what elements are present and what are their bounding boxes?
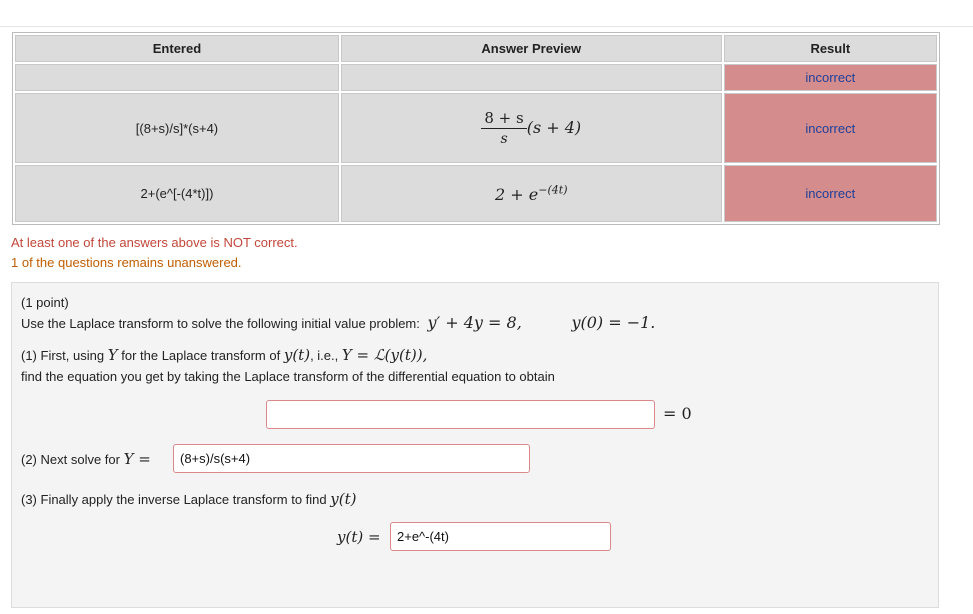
table-header-row (15, 35, 937, 62)
step1-text: (1) First, using (21, 348, 105, 363)
entered-cell (15, 64, 339, 91)
fraction-denominator: s (500, 131, 508, 147)
step1-text-b: for the Laplace transform of (121, 348, 281, 363)
entered-cell: 2+(e^[-(4*t)]) (15, 165, 339, 222)
step2-text: (2) Next solve for (21, 452, 120, 467)
table-row (15, 165, 937, 222)
Y-answer-input[interactable]: (8+s)/s(s+4) (173, 444, 530, 473)
math-preview (481, 109, 582, 147)
unanswered-message: 1 of the questions remains unanswered. (11, 255, 242, 270)
laplace-equation-input[interactable] (266, 400, 655, 429)
preview-cell (341, 93, 722, 163)
fraction (481, 109, 526, 147)
step2-Y: Y = (123, 450, 151, 468)
ode-equation: y′ + 4y = 8, (427, 313, 522, 332)
yt-answer-input[interactable]: 2+e^-(4t) (390, 522, 611, 551)
table-row (15, 93, 937, 163)
header-answer-preview: Answer Preview (341, 35, 722, 62)
not-correct-message: At least one of the answers above is NOT correct. (11, 235, 298, 250)
step1-line1 (21, 346, 427, 364)
equals-zero: = 0 (663, 404, 692, 423)
step3-line (21, 490, 357, 508)
points-label: (1 point) (21, 295, 69, 310)
preview-cell (341, 165, 722, 222)
step1-text-c: , i.e., (310, 348, 339, 363)
problem-statement (21, 313, 655, 332)
result-cell: incorrect (724, 64, 937, 91)
step1-Y: Y (107, 346, 118, 364)
step1-line2: find the equation you get by taking the Laplace transform of the differential equation to obtain (21, 369, 555, 384)
step1-definition: Y = ℒ(y(t)), (341, 346, 428, 364)
preview-cell (341, 64, 722, 91)
fraction-numerator: 8 + s (481, 109, 526, 129)
result-cell: incorrect (724, 165, 937, 222)
step3-text: (3) Finally apply the inverse Laplace transform to find (21, 492, 327, 507)
math-preview (495, 185, 567, 204)
step2-line (21, 450, 151, 468)
header-result: Result (724, 35, 937, 62)
attempt-results-table (12, 32, 940, 225)
step3-yt: y(t) (330, 490, 357, 508)
initial-condition: y(0) = −1. (571, 313, 656, 332)
entered-cell: [(8+s)/s]*(s+4) (15, 93, 339, 163)
result-cell: incorrect (724, 93, 937, 163)
step1-yt: y(t) (283, 346, 311, 364)
table-row (15, 64, 937, 91)
preview-tail: (s + 4) (526, 117, 582, 137)
top-divider (0, 26, 973, 27)
preview-base: 2 + e (495, 184, 539, 204)
yt-answer-label: y(t) = (337, 528, 381, 546)
preview-exponent: −(4t) (538, 183, 568, 197)
header-entered: Entered (15, 35, 339, 62)
problem-intro: Use the Laplace transform to solve the following initial value problem: (21, 316, 420, 331)
problem-panel (11, 282, 939, 608)
